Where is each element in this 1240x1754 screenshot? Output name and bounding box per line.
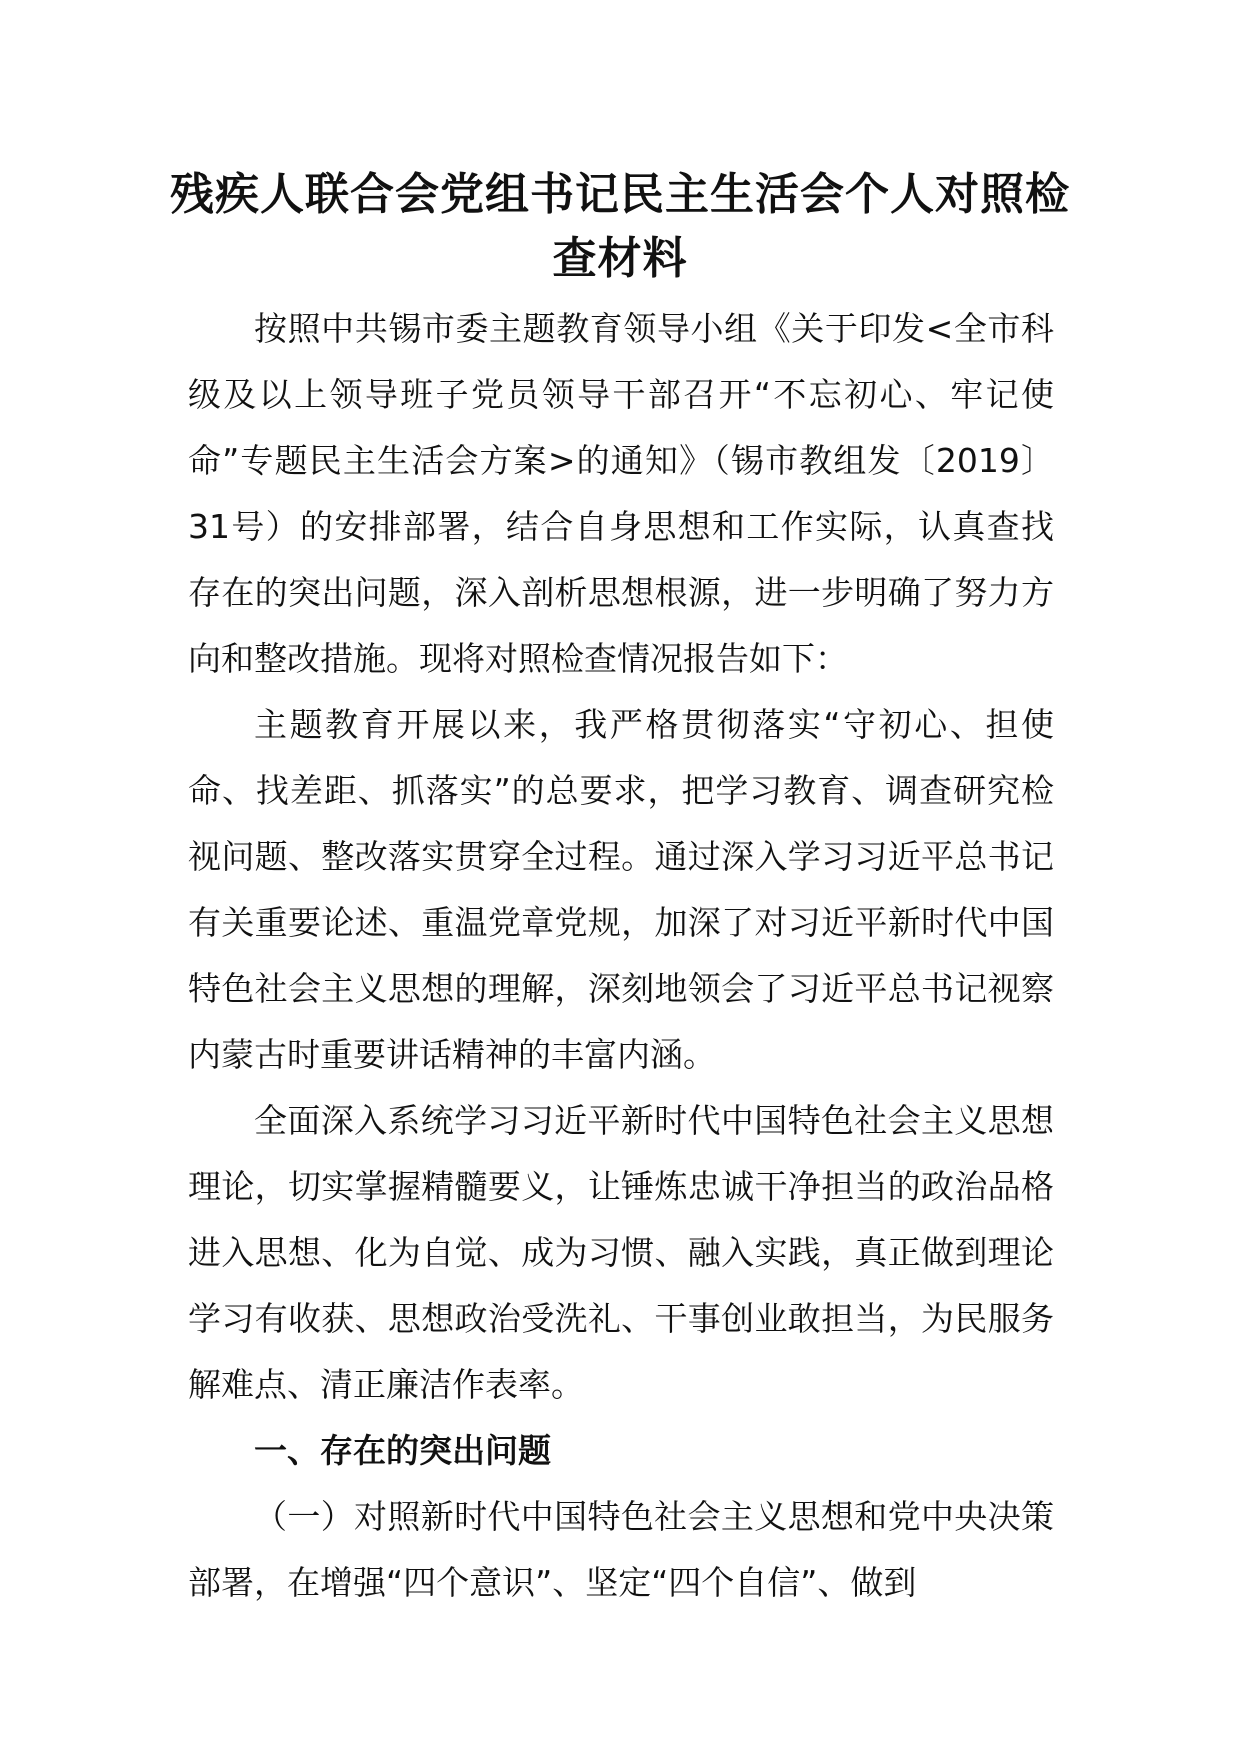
paragraph-study: 全面深入系统学习习近平新时代中国特色社会主义思想理论，切实掌握精髓要义，让锤炼忠诚干净担当的政治品格进入思想、化为自觉、成为习惯、融入实践，真正做到理论学习有收获、思想政治受洗礼、干事创业敢担当，为民服务解难点、清正廉洁作表率。 [188,1101,1054,1404]
document-body [188,296,1054,1616]
paragraph-education: 主题教育开展以来，我严格贯彻落实“守初心、担使命、找差距、抓落实”的总要求，把学习教育、调查研究检视问题、整改落实贯穿全过程。通过深入学习习近平总书记有关重要论述、重温党章党规，加深了对习近平新时代中国特色社会主义思想的理解，深刻地领会了习近平总书记视察内蒙古时重要讲话精神的丰富内涵。 [188,705,1054,1074]
section-heading: 一、存在的突出问题 [254,1431,551,1470]
paragraph-intro: 按照中共锡市委主题教育领导小组《关于印发<全市科级及以上领导班子党员领导干部召开“不忘初心、牢记使命”专题民主生活会方案>的通知》（锡市教组发〔2019〕31号）的安排部署，结合自身思想和工作实际，认真查找存在的突出问题，深入剖析思想根源，进一步明确了努力方向和整改措施。现将对照检查情况报告如下： [188,309,1054,678]
document-title: 残疾人联合会党组书记民主生活会个人对照检查材料 [170,169,1070,284]
subsection-paragraph: （一）对照新时代中国特色社会主义思想和党中央决策部署，在增强“四个意识”、坚定“四个自信”、做到 [188,1497,1054,1602]
